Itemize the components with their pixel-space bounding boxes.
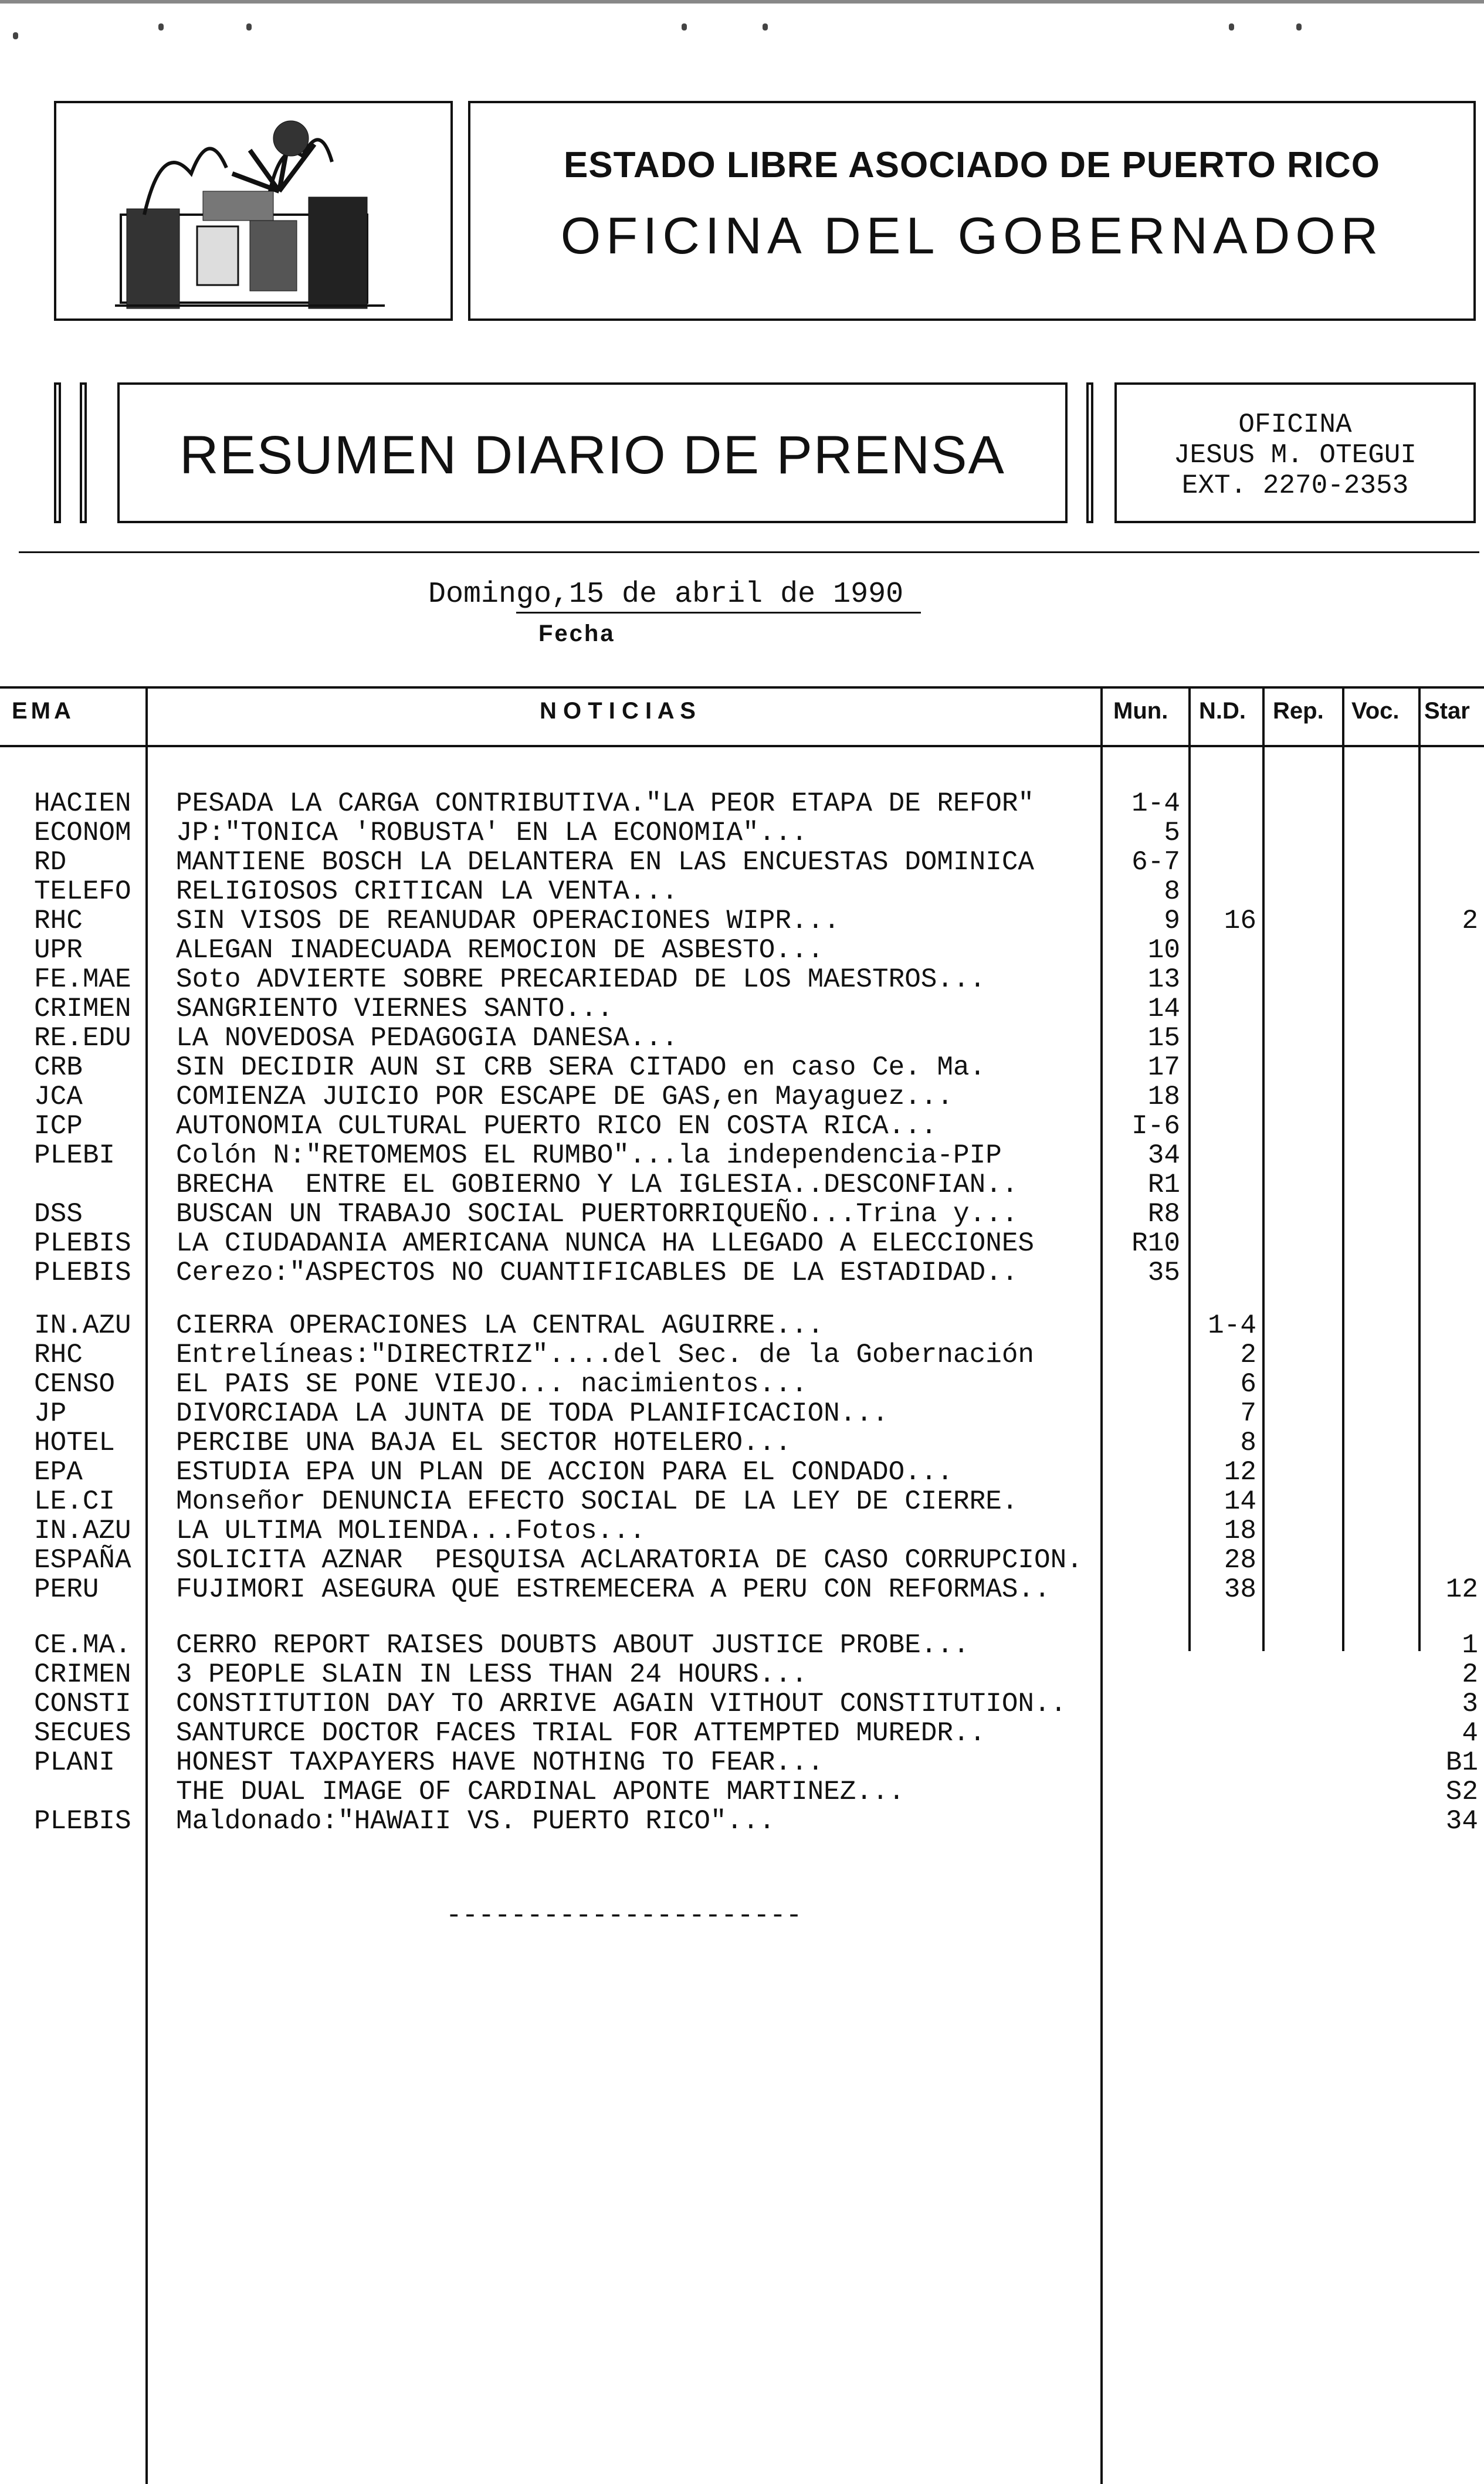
title-bar-left-rule [80, 382, 87, 523]
row-tema: PLEBIS [34, 1258, 131, 1288]
row-nd: 1-4 [1208, 1310, 1256, 1341]
row-tema: PERU [34, 1574, 99, 1605]
row-noticia: SOLICITA AZNAR PESQUISA ACLARATORIA DE CASO CORRUPCION. [176, 1545, 1083, 1575]
office-extension: EXT. 2270-2353 [1181, 470, 1409, 501]
row-tema: IN.AZU [34, 1516, 131, 1546]
row-noticia: Soto ADVIERTE SOBRE PRECARIEDAD DE LOS MAESTROS... [176, 964, 986, 995]
row-mun: R1 [1147, 1170, 1180, 1200]
row-noticia: LA ULTIMA MOLIENDA...Fotos... [176, 1516, 646, 1546]
row-tema: PLEBI [34, 1140, 116, 1171]
row-noticia: SANTURCE DOCTOR FACES TRIAL FOR ATTEMPTED MUREDR.. [176, 1718, 986, 1748]
column-header-mun: Mun. [1113, 698, 1168, 724]
row-tema: PLEBIS [34, 1806, 131, 1836]
row-tema: CENSO [34, 1369, 116, 1399]
row-star: 1 [1462, 1630, 1478, 1660]
row-mun: 10 [1147, 935, 1180, 965]
row-noticia: FUJIMORI ASEGURA QUE ESTREMECERA A PERU CON REFORMAS.. [176, 1574, 1051, 1605]
row-tema: JCA [34, 1082, 83, 1112]
row-noticia: SANGRIENTO VIERNES SANTO... [176, 994, 614, 1024]
row-noticia: CERRO REPORT RAISES DOUBTS ABOUT JUSTICE PROBE... [176, 1630, 970, 1660]
row-tema: RHC [34, 1340, 83, 1370]
row-tema: CRB [34, 1052, 83, 1083]
row-noticia: LA NOVEDOSA PEDAGOGIA DANESA... [176, 1023, 678, 1053]
row-tema: RHC [34, 906, 83, 936]
column-header-voc: Voc. [1351, 698, 1400, 724]
row-nd: 12 [1224, 1457, 1256, 1487]
row-star: 2 [1462, 1659, 1478, 1690]
scan-speck [158, 23, 164, 31]
row-tema: ESPAÑA [34, 1545, 131, 1575]
title-bar-left-rule [54, 382, 61, 523]
row-mun: 18 [1147, 1082, 1180, 1112]
row-mun: 17 [1147, 1052, 1180, 1083]
row-tema: TELEFO [34, 876, 131, 907]
row-noticia: THE DUAL IMAGE OF CARDINAL APONTE MARTINEZ... [176, 1777, 905, 1807]
office-label: OFICINA [1238, 409, 1352, 440]
date-underline [516, 612, 921, 614]
header-separator [19, 551, 1479, 553]
office-contact-name: JESUS M. OTEGUI [1173, 440, 1417, 470]
row-mun: 14 [1147, 994, 1180, 1024]
row-nd: 6 [1240, 1369, 1256, 1399]
row-star: B1 [1445, 1747, 1478, 1778]
row-tema: LE.CI [34, 1486, 116, 1517]
row-noticia: Entrelíneas:"DIRECTRIZ"....del Sec. de la Gobernación [176, 1340, 1035, 1370]
row-star: 4 [1462, 1718, 1478, 1748]
row-noticia: CONSTITUTION DAY TO ARRIVE AGAIN VITHOUT CONSTITUTION.. [176, 1689, 1067, 1719]
row-noticia: LA CIUDADANIA AMERICANA NUNCA HA LLEGADO A ELECCIONES [176, 1228, 1035, 1259]
row-noticia: PESADA LA CARGA CONTRIBUTIVA."LA PEOR ETAPA DE REFOR" [176, 788, 1035, 819]
row-star: 3 [1462, 1689, 1478, 1719]
row-noticia: Colón N:"RETOMEMOS EL RUMBO"...la independencia-PIP [176, 1140, 1002, 1171]
row-noticia: ESTUDIA EPA UN PLAN DE ACCION PARA EL CONDADO... [176, 1457, 954, 1487]
row-noticia: EL PAIS SE PONE VIEJO... nacimientos... [176, 1369, 808, 1399]
row-nd: 8 [1240, 1428, 1256, 1458]
header-office: OFICINA DEL GOBERNADOR [560, 206, 1384, 265]
row-tema: FE.MAE [34, 964, 131, 995]
row-mun: R8 [1147, 1199, 1180, 1229]
row-tema: PLEBIS [34, 1228, 131, 1259]
row-mun: 15 [1147, 1023, 1180, 1053]
row-noticia: AUTONOMIA CULTURAL PUERTO RICO EN COSTA RICA... [176, 1111, 937, 1141]
page-title: RESUMEN DIARIO DE PRENSA [179, 425, 1005, 485]
row-nd: 14 [1224, 1486, 1256, 1517]
scan-speck [682, 23, 687, 31]
row-noticia: Monseñor DENUNCIA EFECTO SOCIAL DE LA LEY DE CIERRE. [176, 1486, 1018, 1517]
row-star: 2 [1462, 906, 1478, 936]
row-noticia: SIN VISOS DE REANUDAR OPERACIONES WIPR... [176, 906, 840, 936]
scan-speck [246, 23, 252, 31]
column-divider-nd [1262, 686, 1265, 1651]
row-noticia: HONEST TAXPAYERS HAVE NOTHING TO FEAR... [176, 1747, 824, 1778]
row-noticia: CIERRA OPERACIONES LA CENTRAL AGUIRRE... [176, 1310, 824, 1341]
row-noticia: RELIGIOSOS CRITICAN LA VENTA... [176, 876, 678, 907]
row-mun: 34 [1147, 1140, 1180, 1171]
row-noticia: COMIENZA JUICIO POR ESCAPE DE GAS,en Mayaguez... [176, 1082, 954, 1112]
title-box [117, 382, 1068, 523]
row-tema: DSS [34, 1199, 83, 1229]
fortaleza-logo-icon [56, 103, 450, 318]
row-tema: EPA [34, 1457, 83, 1487]
row-mun: 13 [1147, 964, 1180, 995]
row-tema: ICP [34, 1111, 83, 1141]
row-noticia: Cerezo:"ASPECTOS NO CUANTIFICABLES DE LA ESTADIDAD.. [176, 1258, 1018, 1288]
column-divider-tema [145, 686, 148, 2484]
column-header-rep: Rep. [1273, 698, 1324, 724]
row-noticia: DIVORCIADA LA JUNTA DE TODA PLANIFICACION... [176, 1398, 889, 1429]
row-tema: JP [34, 1398, 67, 1429]
row-noticia: Maldonado:"HAWAII VS. PUERTO RICO"... [176, 1806, 775, 1836]
row-nd: 16 [1224, 906, 1256, 936]
row-star: S2 [1445, 1777, 1478, 1807]
row-mun: 8 [1164, 876, 1180, 907]
date-value: Domingo,15 de abril de 1990 [428, 578, 904, 611]
row-noticia: BRECHA ENTRE EL GOBIERNO Y LA IGLESIA..DESCONFIAN.. [176, 1170, 1018, 1200]
row-tema: RE.EDU [34, 1023, 131, 1053]
header-agency: ESTADO LIBRE ASOCIADO DE PUERTO RICO [563, 145, 1381, 185]
column-divider-voc [1418, 686, 1421, 1651]
row-tema: IN.AZU [34, 1310, 131, 1341]
table-top-rule [0, 686, 1484, 689]
scan-speck [1229, 23, 1234, 31]
logo-box [54, 101, 453, 321]
row-tema: UPR [34, 935, 83, 965]
row-noticia: PERCIBE UNA BAJA EL SECTOR HOTELERO... [176, 1428, 791, 1458]
row-mun: I-6 [1131, 1111, 1180, 1141]
row-mun: 35 [1147, 1258, 1180, 1288]
row-tema: CE.MA. [34, 1630, 131, 1660]
row-mun: 5 [1164, 818, 1180, 848]
row-noticia: SIN DECIDIR AUN SI CRB SERA CITADO en caso Ce. Ma. [176, 1052, 986, 1083]
row-nd: 38 [1224, 1574, 1256, 1605]
row-noticia: 3 PEOPLE SLAIN IN LESS THAN 24 HOURS... [176, 1659, 808, 1690]
row-noticia: MANTIENE BOSCH LA DELANTERA EN LAS ENCUESTAS DOMINICA [176, 847, 1035, 877]
row-nd: 7 [1240, 1398, 1256, 1429]
scan-speck [13, 32, 18, 39]
column-header-nd: N.D. [1199, 698, 1246, 724]
row-mun: 9 [1164, 906, 1180, 936]
row-noticia: BUSCAN UN TRABAJO SOCIAL PUERTORRIQUEÑO...Trina y... [176, 1199, 1018, 1229]
header-box [468, 101, 1476, 321]
row-tema: CRIMEN [34, 994, 131, 1024]
column-divider-rep [1342, 686, 1344, 1651]
column-header-star: Star [1424, 698, 1470, 724]
row-noticia: ALEGAN INADECUADA REMOCION DE ASBESTO... [176, 935, 824, 965]
row-tema: SECUES [34, 1718, 131, 1748]
title-bar-right-rule [1086, 382, 1093, 523]
date-label: Fecha [538, 621, 615, 646]
row-nd: 18 [1224, 1516, 1256, 1546]
row-star: 34 [1445, 1806, 1478, 1836]
row-mun: 1-4 [1131, 788, 1180, 819]
scan-speck [763, 23, 768, 31]
scan-speck [1296, 23, 1302, 31]
row-nd: 28 [1224, 1545, 1256, 1575]
row-mun: 6-7 [1131, 847, 1180, 877]
row-tema: HACIEN [34, 788, 131, 819]
row-mun: R10 [1131, 1228, 1180, 1259]
row-tema: CONSTI [34, 1689, 131, 1719]
row-tema: CRIMEN [34, 1659, 131, 1690]
row-star: 12 [1445, 1574, 1478, 1605]
footer-dashes: ---------------------- [446, 1900, 802, 1931]
row-noticia: JP:"TONICA 'ROBUSTA' EN LA ECONOMIA"... [176, 818, 808, 848]
row-tema: RD [34, 847, 67, 877]
row-tema: HOTEL [34, 1428, 116, 1458]
column-header-noticias: N O T I C I A S [540, 698, 696, 724]
row-tema: PLANI [34, 1747, 116, 1778]
top-edge [0, 0, 1484, 4]
office-box [1114, 382, 1476, 523]
row-tema: ECONOM [34, 818, 131, 848]
column-header-tema: EMA [12, 698, 74, 724]
row-nd: 2 [1240, 1340, 1256, 1370]
table-header-rule [0, 745, 1484, 747]
